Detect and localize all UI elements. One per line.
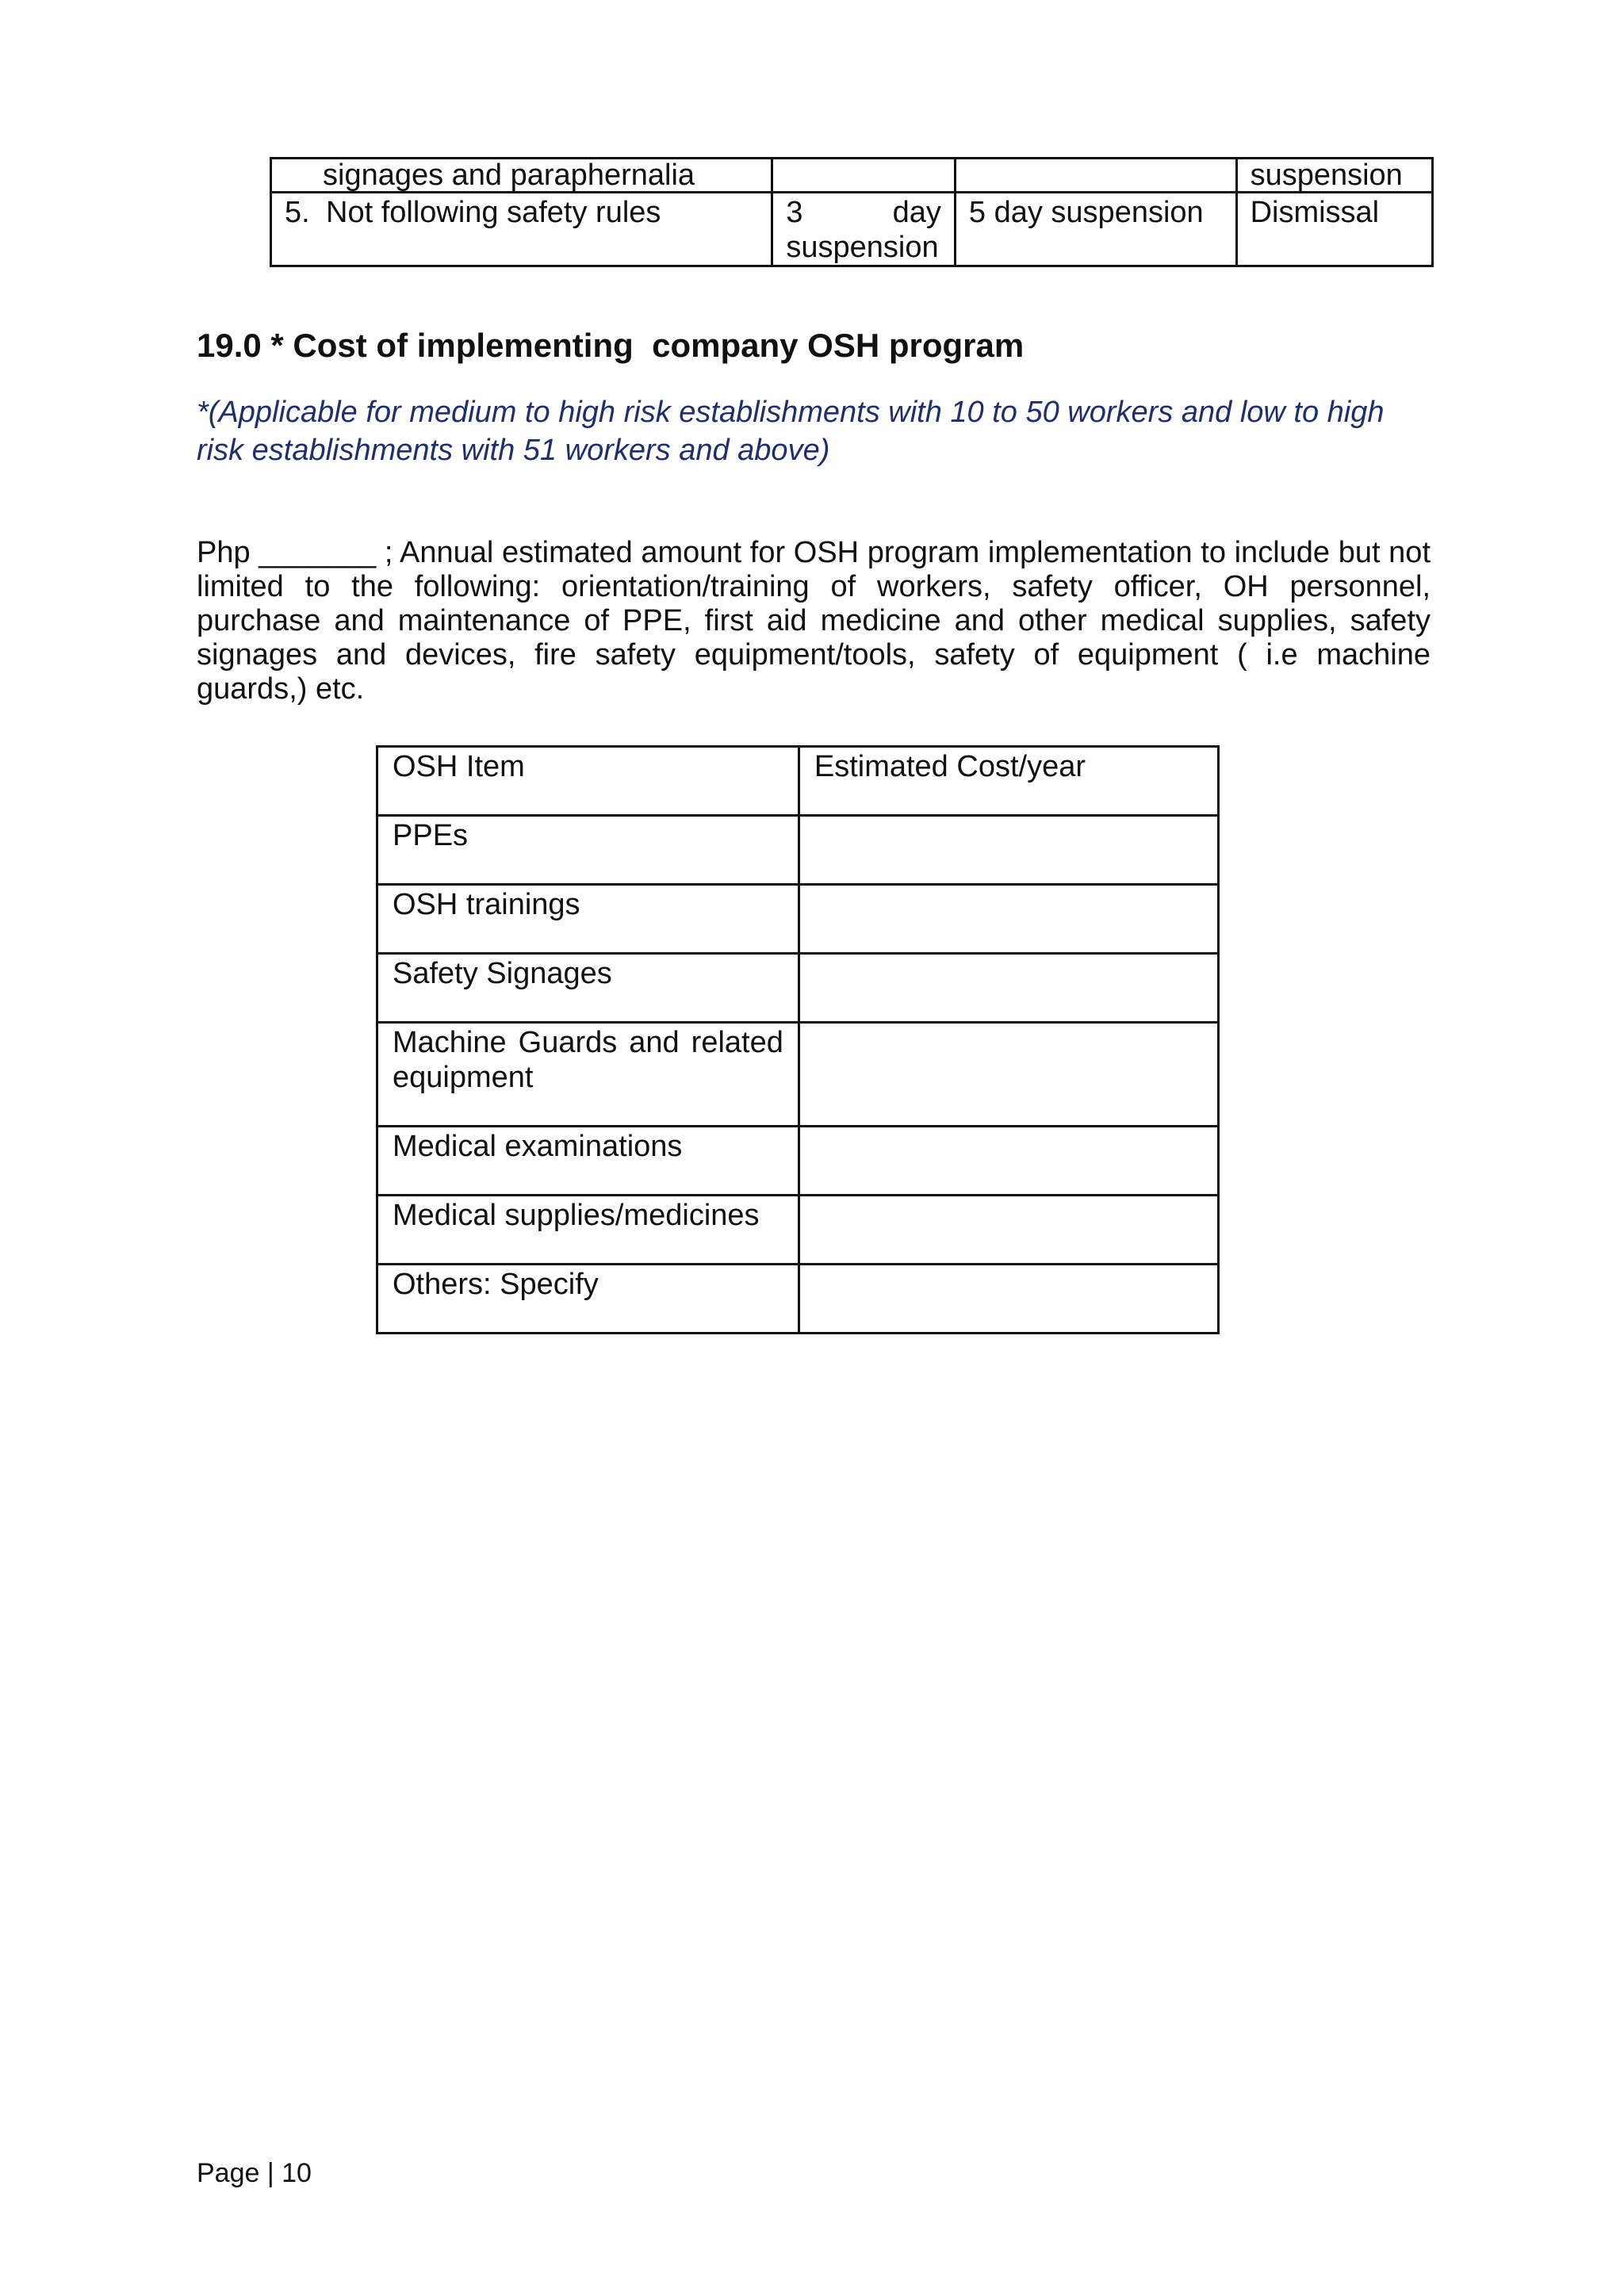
estimated-cost-cell (799, 954, 1218, 1023)
estimated-cost-cell (799, 885, 1218, 954)
estimated-cost-cell (799, 1265, 1218, 1334)
table-row (377, 1196, 1219, 1265)
estimated-cost-cell (799, 816, 1218, 885)
offense-text: Not following safety rules (326, 196, 661, 229)
offense-cell (271, 193, 772, 266)
page-number: Page | 10 (197, 2158, 312, 2188)
third-offense-cell: Dismissal (1236, 193, 1432, 266)
table-row (271, 193, 1433, 266)
table-row (271, 159, 1433, 193)
first-offense-line (786, 195, 941, 230)
offense-cell: signages and paraphernalia (271, 159, 772, 193)
third-offense-cell: suspension (1236, 159, 1432, 193)
estimated-cost-cell (799, 1196, 1218, 1265)
table-header-row (377, 747, 1219, 816)
table-row (377, 954, 1219, 1023)
first-offense-cell (772, 193, 956, 266)
section-heading: 19.0 * Cost of implementing company OSH program (197, 327, 1025, 364)
osh-item-cell: PPEs (377, 816, 799, 885)
osh-item-cell: Machine Guards and related equipment (377, 1023, 799, 1127)
cost-paragraph: Php _______ ; Annual estimated amount for OSH program implementation to include but not limited to the following: orientation/training of workers, safety officer, OH personnel, purchase and maintenance of PPE, first aid medicine and other medical supplies, safety signages and devices, fire safety equipment/tools, safety of equipment ( i.e machine guards,) etc. (197, 536, 1431, 706)
osh-item-cell: Safety Signages (377, 954, 799, 1023)
estimated-cost-cell (799, 1023, 1218, 1127)
osh-item-cell: OSH trainings (377, 885, 799, 954)
table-row (377, 1127, 1219, 1196)
osh-item-cell: Medical examinations (377, 1127, 799, 1196)
first-offense-word: day (892, 196, 941, 229)
table-row (377, 885, 1219, 954)
applicability-note: *(Applicable for medium to high risk establishments with 10 to 50 workers and low to high risk establishments with 51 workers and above) (197, 396, 1385, 467)
first-offense-word: 3 (786, 196, 803, 229)
row-number: 5. (285, 196, 310, 229)
table-row (377, 1023, 1219, 1127)
osh-item-cell: Others: Specify (377, 1265, 799, 1334)
estimated-cost-cell (799, 1127, 1218, 1196)
penalty-table (270, 157, 1434, 267)
second-offense-cell (955, 159, 1236, 193)
first-offense-word: suspension (786, 231, 939, 264)
osh-item-cell: Medical supplies/medicines (377, 1196, 799, 1265)
osh-cost-table (376, 745, 1220, 1334)
column-header: Estimated Cost/year (799, 747, 1218, 816)
table-row (377, 1265, 1219, 1334)
second-offense-cell: 5 day suspension (955, 193, 1236, 266)
table-row (377, 816, 1219, 885)
first-offense-cell (772, 159, 956, 193)
column-header: OSH Item (377, 747, 799, 816)
